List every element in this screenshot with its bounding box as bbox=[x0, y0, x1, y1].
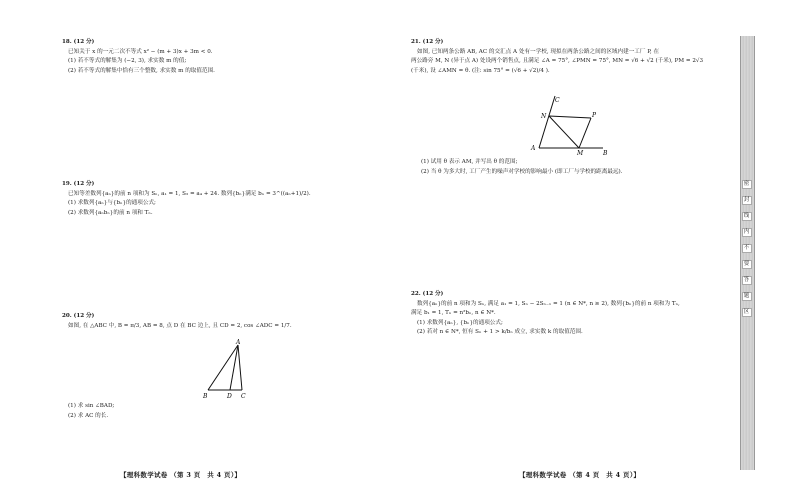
question-18-part-2: (2) 若不等式的解集中恰有三个整数, 求实数 m 的取值范围. bbox=[68, 67, 215, 74]
question-22-part-1: (1) 求数列{aₙ}, {bₙ}的通项公式; bbox=[417, 319, 503, 326]
question-21 bbox=[411, 38, 703, 76]
question-22-heading: 22. (12 分) bbox=[411, 291, 444, 297]
question-22-stem-line-1: 数列{aₙ}的前 n 项和为 Sₙ, 满足 a₁ = 1, Sₙ − 2Sₙ₋₁ = 1 (n ∈ N*, n ≥ 2), 数列{bₙ}的前 n 项和为 Tₙ, bbox=[417, 300, 680, 307]
binding-char: 线 bbox=[742, 212, 752, 221]
binding-char: 区 bbox=[742, 308, 752, 317]
question-21-stem-line-3: (千米), 设 ∠AMN = θ. (注: sin 75° = (√6 + √2)/4 ). bbox=[411, 67, 550, 74]
binding-char: 不 bbox=[742, 244, 752, 253]
binding-char: 封 bbox=[742, 196, 752, 205]
page-3-footer: 【理科数学试卷 （第 3 页 共 4 页）】 bbox=[120, 471, 242, 479]
roads-factory-figure bbox=[529, 92, 611, 156]
label-b: B bbox=[203, 393, 208, 400]
question-20-part-2: (2) 求 AC 的长. bbox=[68, 412, 109, 419]
binding-char: 题 bbox=[742, 292, 752, 301]
label-c: C bbox=[241, 393, 246, 400]
question-21-part-2: (2) 当 θ 为多大时, 工厂产生的噪声对学校的影响最小 (即工厂与学校的距离最远). bbox=[421, 168, 623, 175]
segment-ac bbox=[238, 345, 242, 390]
question-22 bbox=[411, 290, 680, 338]
label-a: A bbox=[236, 339, 241, 346]
segment-np bbox=[549, 116, 591, 118]
label-n: N bbox=[541, 113, 547, 120]
question-21-heading: 21. (12 分) bbox=[411, 39, 444, 45]
binding-char: 要 bbox=[742, 260, 752, 269]
label-d: D bbox=[227, 393, 232, 400]
label-b: B bbox=[603, 150, 608, 156]
question-18 bbox=[62, 38, 215, 76]
question-19-heading: 19. (12 分) bbox=[62, 181, 95, 187]
page-4-footer: 【理科数学试卷 （第 4 页 共 4 页）】 bbox=[519, 471, 641, 479]
road-ac bbox=[539, 96, 555, 148]
question-21-stem-line-2: 两公路旁 M, N (异于点 A) 处设两个销售点, 且满足 ∠A = 75°, ∠PMN = 75°, MN = √6 + √2 (千米), PM = 2√3 bbox=[411, 58, 704, 64]
question-20 bbox=[62, 312, 292, 331]
question-19-part-1: (1) 求数列{aₙ}与{bₙ}的通项公式; bbox=[68, 200, 156, 206]
question-21-part-1: (1) 试用 θ 表示 AM, 并写出 θ 的范围; bbox=[421, 159, 518, 165]
binding-labels bbox=[741, 180, 752, 317]
binding-char: 答 bbox=[742, 276, 752, 285]
question-19-stem: 已知等差数列{aₙ}的前 n 项和为 Sₙ, a₁ = 1, S₃ = a₄ + 24. 数列{bₙ}满足 bₙ = 3^((aₙ+1)/2). bbox=[68, 190, 311, 197]
label-m: M bbox=[577, 150, 584, 156]
exam-page-4 bbox=[397, 0, 794, 503]
binding-char: 内 bbox=[742, 228, 752, 237]
question-21-parts bbox=[421, 158, 623, 177]
question-19-part-2: (2) 求数列{aₙbₙ}的前 n 项和 Tₙ. bbox=[68, 209, 153, 216]
segment-pm bbox=[579, 118, 591, 148]
question-20-heading: 20. (12 分) bbox=[62, 313, 95, 319]
binding-char: 密 bbox=[742, 180, 752, 189]
question-18-stem: 已知关于 x 的一元二次不等式 x² − (m + 3)x + 3m < 0. bbox=[68, 48, 213, 55]
label-p: P bbox=[592, 112, 597, 119]
question-22-part-2: (2) 若对 n ∈ N*, 恒有 Sₙ + 1 > k/bₙ 成立, 求实数 k 的取值范围. bbox=[417, 329, 583, 335]
triangle-abc-figure bbox=[200, 338, 260, 402]
label-a: A bbox=[531, 145, 536, 152]
question-22-stem-line-2: 满足 b₁ = 1, Tₙ = n²bₙ, n ∈ N*. bbox=[411, 310, 496, 316]
question-20-stem: 如图, 在 △ABC 中, B = π/3, AB = 8, 点 D 在 BC 边上, 且 CD = 2, cos ∠ADC = 1/7. bbox=[68, 322, 292, 329]
question-18-heading: 18. (12 分) bbox=[62, 39, 95, 45]
question-18-part-1: (1) 若不等式的解集为 (−2, 3), 求实数 m 的值; bbox=[68, 58, 187, 64]
question-19 bbox=[62, 180, 311, 218]
label-c: C bbox=[555, 97, 560, 104]
question-20-parts bbox=[68, 402, 114, 421]
question-21-stem-line-1: 如图, 已知两条公路 AB, AC 的交汇点 A 处有一学校, 现拟在两条公路之间的区域内建一工厂 P, 在 bbox=[417, 48, 660, 55]
segment-nm bbox=[549, 116, 579, 148]
question-20-part-1: (1) 求 sin ∠BAD; bbox=[68, 403, 115, 409]
